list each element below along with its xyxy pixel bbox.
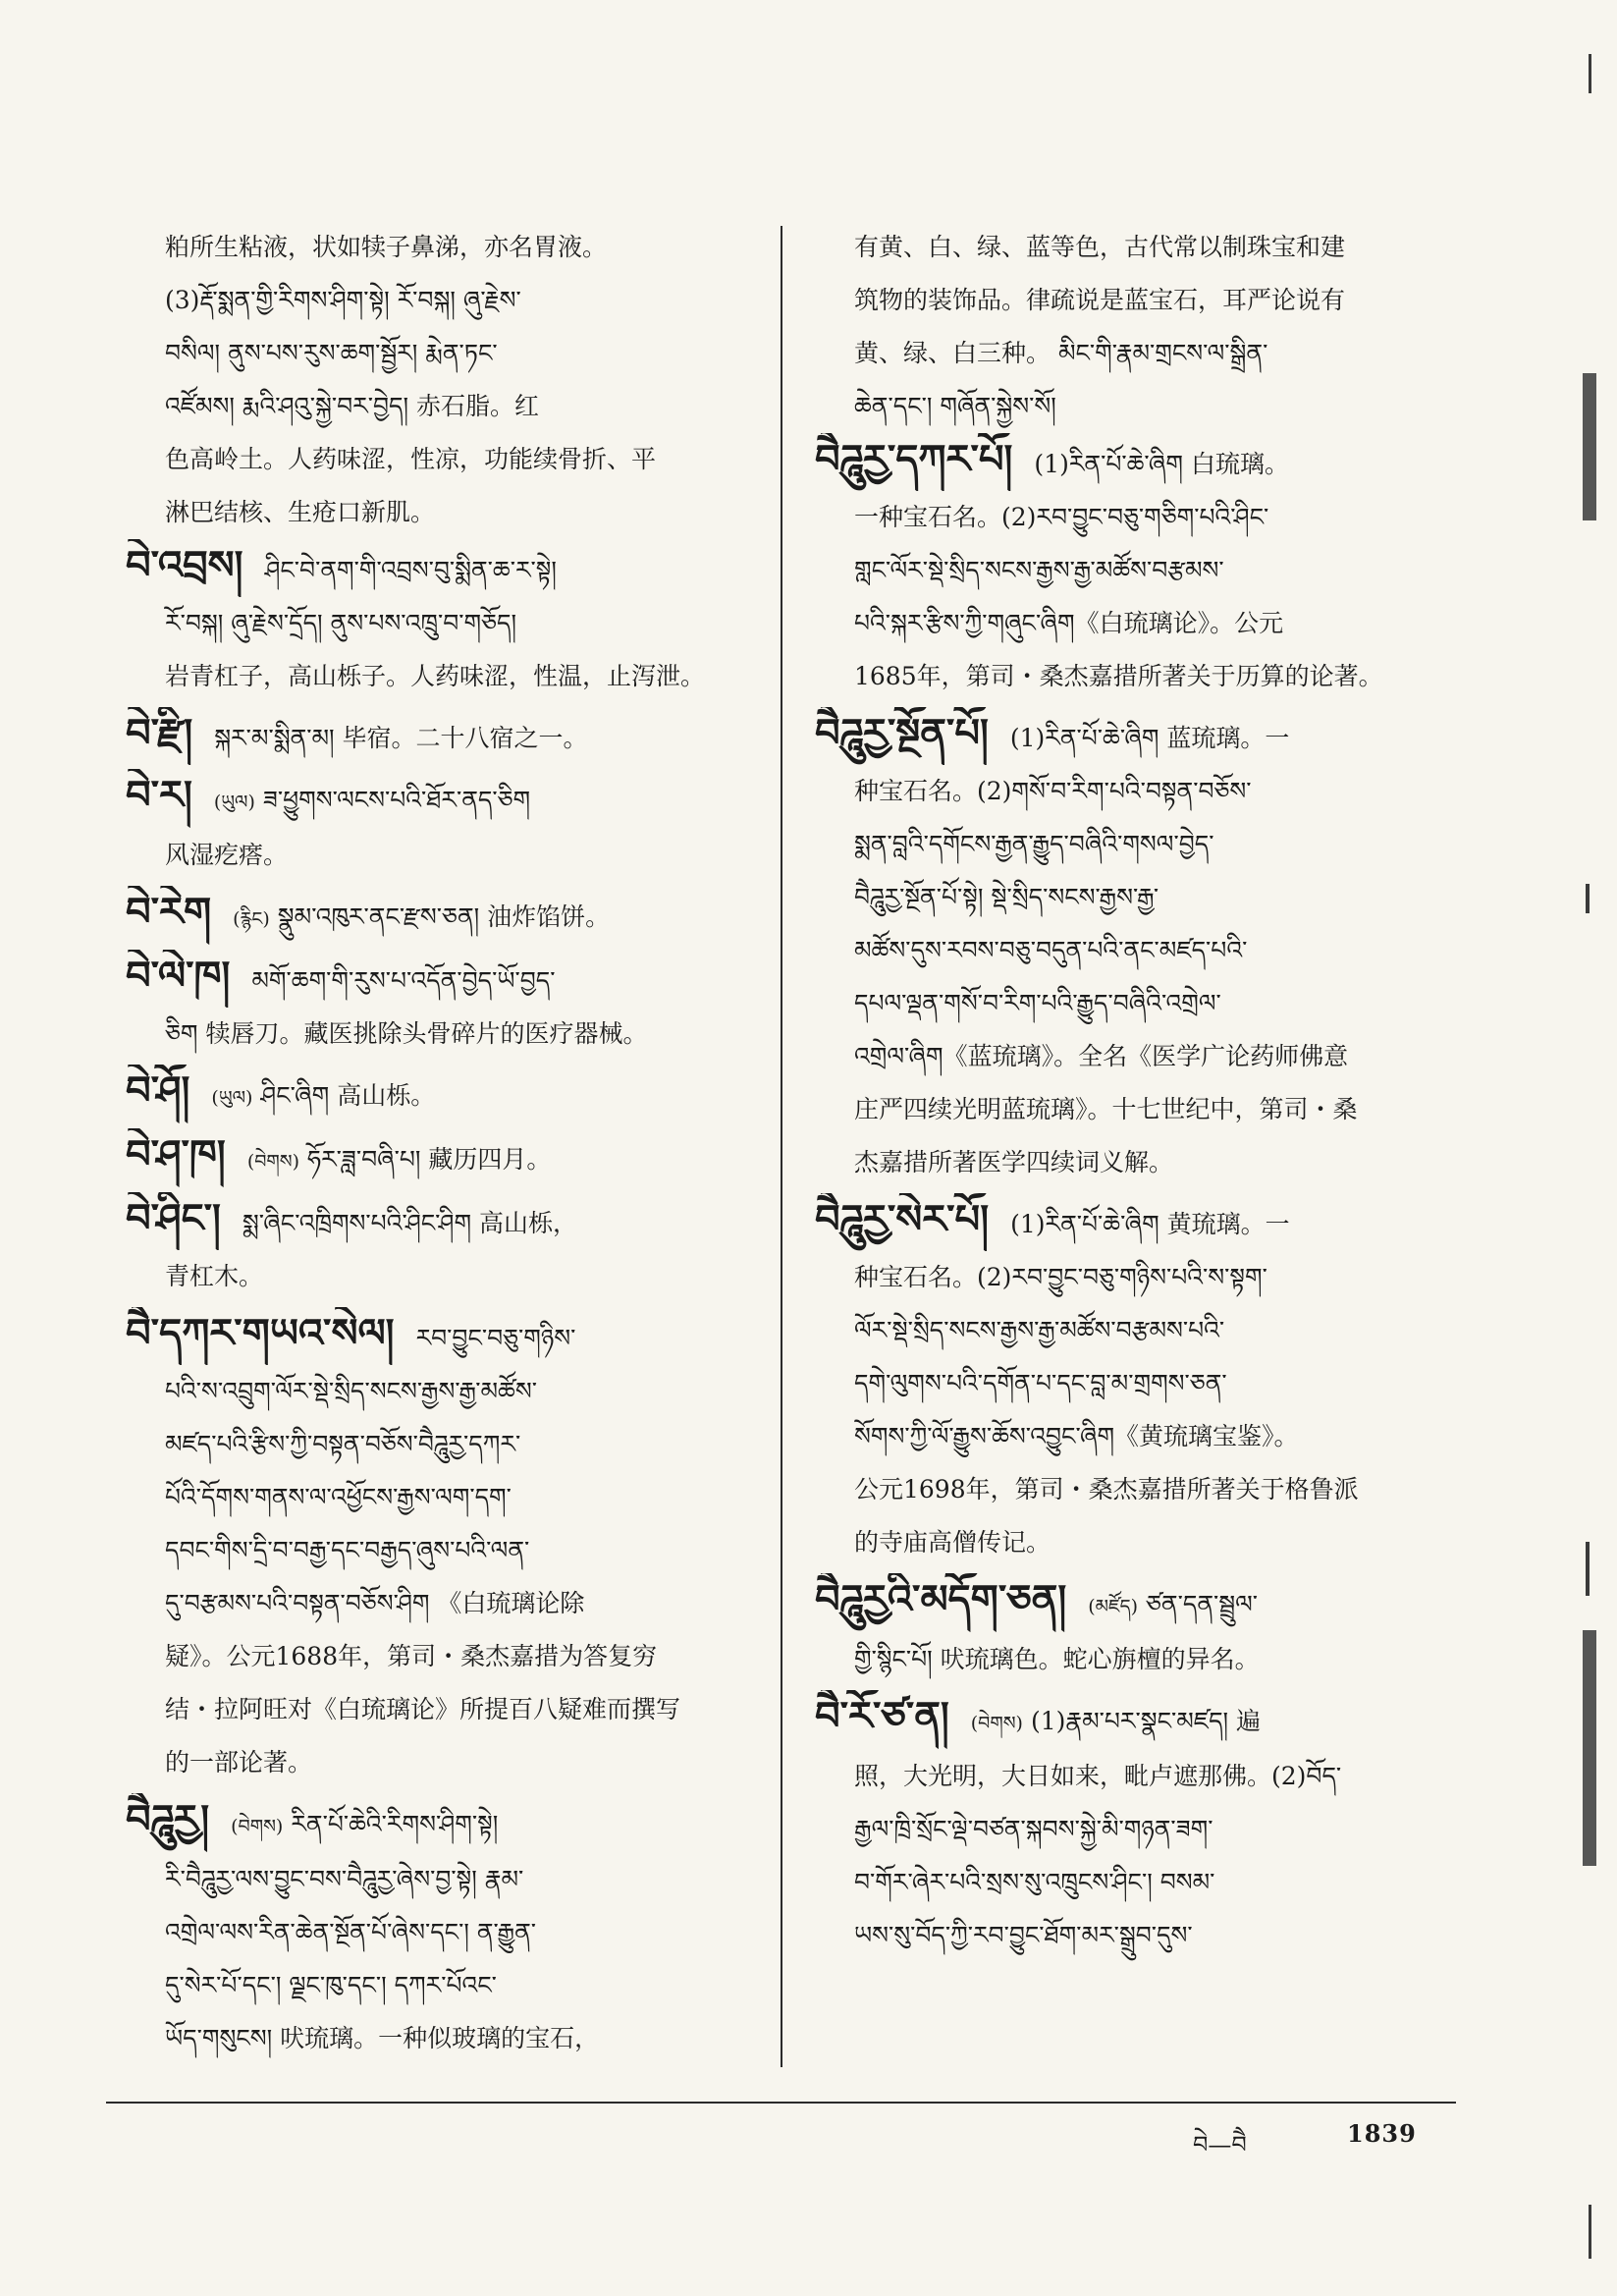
- right-continuation: [815, 221, 1443, 433]
- text-line: བཻཌཱུརྱ་སྔོན་པོ་སྟེ། སྡེ་སྲིད་སངས་རྒྱས་རྒྱ་: [854, 883, 1159, 911]
- scan-edge-mark: [1589, 2205, 1591, 2259]
- definition-text: (1)རིན་པོ་ཆེ་ཞིག 蓝琉璃。一: [1009, 724, 1290, 752]
- dictionary-entry: [126, 1793, 774, 2065]
- text-line: (3)རྡོ་སྨན་གྱི་རིགས་ཤིག་སྟེ། རོ་བསྐ། ཞུ་རྗེས་: [165, 286, 521, 314]
- text-line: དུ་སེར་པོ་དང་། ལྗང་ཁུ་དང་། དཀར་པོའང་: [165, 1971, 497, 1999]
- definition-text: སྣུམ་འཁུར་ནང་རྫས་ཅན། 油炸馅饼。: [277, 902, 611, 931]
- definition-text: སྐར་མ་སྨིན་མ། 毕宿。二十八宿之一。: [214, 724, 588, 752]
- text-line: མཛད་པའི་རྩིས་ཀྱི་བསྟན་བཅོས་བཻཌཱུརྱ་དཀར་: [165, 1430, 521, 1458]
- footer-rule: [106, 2102, 1456, 2104]
- text-line: 黄、绿、白三种。 མིང་གི་རྣམ་གྲངས་ལ་སྒྲིན་: [854, 339, 1268, 367]
- dictionary-entry: [126, 1192, 774, 1303]
- text-line: རོ་བསྐ། ཞུ་རྗེས་དྲོད། ནུས་པས་འཁྲུ་བ་གཅོད།: [165, 609, 517, 637]
- text-line: 公元1698年，第司・桑杰嘉措所著关于格鲁派: [854, 1475, 1359, 1503]
- text-line: སྨན་བླའི་དགོངས་རྒྱན་རྒྱུད་བཞིའི་གསལ་བྱེད་: [854, 830, 1214, 858]
- text-line: 的一部论著。: [165, 1748, 313, 1777]
- definition-text: (1)རྣམ་པར་སྣང་མཛད། 遍: [1030, 1707, 1262, 1735]
- text-line: རི་བཻཌཱུརྱ་ལས་བྱུང་བས་བཻཌཱུརྱ་ཞེས་བྱ་སྟེ། རྣམ་: [165, 1865, 524, 1893]
- definition-text: རིན་པོ་ཆེའི་རིགས་ཤིག་སྟེ།: [291, 1810, 499, 1838]
- text-line: ཆེན་དང་། གཞོན་སྐྱེས་སོ།: [854, 392, 1056, 420]
- dictionary-entry: [126, 1307, 774, 1789]
- text-line: དུ་བརྩམས་པའི་བསྟན་བཅོས་ཤིག 《白琉璃论除: [165, 1589, 585, 1617]
- dictionary-entry: [126, 769, 774, 882]
- definition-text: སྨ་ཞིང་འཁྲིགས་པའི་ཤིང་ཤིག 高山栎，: [242, 1209, 578, 1237]
- text-line: དགེ་ལུགས་པའི་དགོན་པ་དང་བླ་མ་གྲགས་ཅན་: [854, 1369, 1227, 1397]
- usage-tag: (ཡུལ): [211, 1087, 253, 1109]
- text-line: 种宝石名。(2)རབ་བྱུང་བཅུ་གཉིས་པའི་ས་སྟག་: [854, 1263, 1267, 1291]
- headword: བེ་ར།: [126, 772, 192, 818]
- text-line: 色高岭土。人药味涩，性凉，功能续骨折、平: [165, 445, 657, 473]
- text-line: འགྲེལ་ཞིག《蓝琉璃》。全名《医学广论药师佛意: [854, 1042, 1349, 1070]
- definition-text: ཙན་དན་སྦྲུལ་: [1146, 1590, 1259, 1618]
- dictionary-entry: [815, 707, 1443, 1189]
- usage-tag: (མཛོད): [1088, 1596, 1139, 1617]
- text-line: 筑物的装饰品。律疏说是蓝宝石，耳严论说有: [854, 286, 1346, 314]
- text-line: དཔལ་ལྡན་གསོ་བ་རིག་པའི་རྒྱུད་བཞིའི་འགྲེལ་: [854, 989, 1221, 1017]
- text-line: འགྲེལ་ལས་རིན་ཆེན་སྔོན་པོ་ཞེས་དང་། ན་རྒྱུན་: [165, 1918, 537, 1946]
- dictionary-entry: [126, 707, 774, 765]
- text-line: པའི་ས་འབྲུག་ལོར་སྡེ་སྲིད་སངས་རྒྱས་རྒྱ་མཚོས་: [165, 1377, 537, 1405]
- headword: བཻ་དཀར་གཡའ་སེལ།: [126, 1310, 395, 1356]
- headword: བེ་རྫི།: [126, 710, 193, 756]
- scan-edge-mark: [1589, 54, 1591, 93]
- usage-tag: (བེགས): [246, 1151, 300, 1173]
- text-line: 淋巴结核、生疮口新肌。: [165, 498, 436, 526]
- text-line: བ་གོར་ཞེར་པའི་སྲས་སུ་འཁྲུངས་ཤིང་། བསམ་: [854, 1868, 1215, 1896]
- text-line: 庄严四续光明蓝琉璃》。十七世纪中，第司・桑: [854, 1095, 1358, 1123]
- right-column: [815, 221, 1443, 1966]
- text-line: 青杠木。: [165, 1262, 264, 1290]
- dictionary-entry: [815, 1573, 1443, 1686]
- usage-tag: (རྙིང): [233, 908, 270, 930]
- text-line: མཚོས་དུས་རབས་བཅུ་བདུན་པའི་ནང་མཛད་པའི་: [854, 936, 1248, 964]
- dictionary-entry: [126, 886, 774, 946]
- headword: བེ་ལེ་ཁ།: [126, 953, 231, 999]
- text-line: 1685年，第司・桑杰嘉措所著关于历算的论著。: [854, 662, 1383, 690]
- dictionary-entry: [126, 539, 774, 703]
- text-line: པོའི་དོགས་གནས་ལ་འཕྱོངས་རྒྱས་ལག་དག་: [165, 1483, 512, 1511]
- scan-edge-mark: [1586, 1542, 1590, 1596]
- left-column: [126, 221, 774, 2069]
- headword: བེ་ཤ་ཁ།: [126, 1131, 226, 1177]
- headword: བེ་ཤིང་།: [126, 1195, 221, 1241]
- usage-tag: (བེགས): [970, 1713, 1023, 1734]
- text-line: དབང་གིས་དྲི་བ་བརྒྱ་དང་བརྒྱད་ཞུས་པའི་ལན་: [165, 1536, 530, 1564]
- left-continuation: [126, 221, 774, 539]
- definition-text: ཤིང་ཞིག 高山栎。: [260, 1081, 436, 1110]
- headword: བེ་ཤོ།: [126, 1067, 190, 1114]
- page-number: 1839: [1347, 2119, 1417, 2148]
- text-line: 疑》。公元1688年，第司・桑杰嘉措为答复穷: [165, 1642, 658, 1670]
- text-line: གྱི་སྙིང་པོ། 吠琉璃色。蛇心旃檀的异名。: [854, 1645, 1260, 1673]
- dictionary-entry: [815, 1690, 1443, 1962]
- page-range: བེ—བཻ: [1193, 2131, 1247, 2159]
- text-line: 岩青杠子，高山栎子。人药味涩，性温，止泻泄。: [165, 662, 706, 690]
- text-line: སོགས་ཀྱི་ལོ་རྒྱུས་ཆོས་འབྱུང་ཞིག《黄琉璃宝鉴》。: [854, 1422, 1299, 1450]
- usage-tag: (བེགས): [231, 1816, 284, 1837]
- headword: བཻཌཱུརྱ་སེར་པོ།: [815, 1196, 990, 1242]
- column-divider: [781, 226, 782, 2067]
- text-line: ཅིག 犊唇刀。藏医挑除头骨碎片的医疗器械。: [165, 1019, 648, 1048]
- dictionary-entry: [126, 1128, 774, 1188]
- text-line: 种宝石名。(2)གསོ་བ་རིག་པའི་བསྟན་བཅོས་: [854, 777, 1252, 805]
- text-line: ཡས་སུ་བོད་ཀྱི་རབ་བྱུང་ཐོག་མར་སྒྲུབ་དུས་: [854, 1921, 1193, 1949]
- headword: བཻཌཱུརྱ།: [126, 1796, 210, 1842]
- text-line: བསིལ། ནུས་པས་རུས་ཆག་སྦྱོར། རྨེན་ཏང་: [165, 339, 498, 367]
- definition-text: ཤིང་བེ་ནག་གི་འབྲས་བུ་སྨིན་ཆ་ར་སྟེ།: [264, 556, 557, 584]
- definition-text: ཧོར་ཟླ་བཞི་པ། 藏历四月。: [307, 1145, 552, 1174]
- scan-edge-mark: [1586, 884, 1590, 913]
- definition-text: མགོ་ཆག་གི་རུས་པ་འདོན་བྱེད་ཡོ་བྱད་: [251, 966, 556, 995]
- text-line: ཡོད་གསུངས། 吠琉璃。一种似玻璃的宝石，: [165, 2024, 600, 2052]
- text-line: 的寺庙高僧传记。: [854, 1528, 1051, 1557]
- text-line: པའི་སྐར་རྩིས་ཀྱི་གཞུང་ཞིག《白琉璃论》。公元: [854, 609, 1284, 637]
- text-line: 照，大光明，大日如来，毗卢遮那佛。(2)བོད་: [854, 1762, 1342, 1790]
- text-line: 有黄、白、绿、蓝等色，古代常以制珠宝和建: [854, 233, 1346, 261]
- dictionary-entry: [815, 1193, 1443, 1569]
- headword: བཻ་རོ་ཙ་ན།: [815, 1693, 949, 1739]
- definition-text: ཟ་ཕྱུགས་ལངས་པའི་ཐོར་ནད་ཅིག: [262, 786, 531, 814]
- text-line: རྒྱལ་ཁྲི་སྲོང་ལྡེ་བཙན་སྐབས་སྐྱེ་མི་གཉན་ཟག་: [854, 1815, 1213, 1843]
- text-line: གླང་ལོར་སྡེ་སྲིད་སངས་རྒྱས་རྒྱ་མཚོས་བརྩམས་: [854, 556, 1224, 584]
- definition-text: (1)རིན་པོ་ཆེ་ཞིག 黄琉璃。一: [1010, 1210, 1290, 1238]
- usage-tag: (ཡུལ): [213, 792, 255, 813]
- text-line: 一种宝石名。(2)རབ་བྱུང་བཅུ་གཅིག་པའི་ཤིང་: [854, 503, 1269, 531]
- dictionary-entry: [126, 1065, 774, 1124]
- text-line: འཛོམས། རྨའི་ཤའུ་སྐྱེ་བར་བྱེད། 赤石脂。红: [165, 392, 539, 420]
- text-line: 结・拉阿旺对《白琉璃论》所提百八疑难而撰写: [165, 1695, 681, 1723]
- headword: བཻཌཱུརྱའི་མདོག་ཅན།: [815, 1576, 1067, 1622]
- scan-edge-mark: [1583, 1630, 1596, 1866]
- scan-edge-mark: [1583, 373, 1596, 520]
- text-line: 粕所生粘液，状如犊子鼻涕，亦名胃液。: [165, 233, 608, 261]
- headword: བེ་རེག: [126, 889, 212, 935]
- dictionary-entry: [815, 433, 1443, 703]
- definition-text: རབ་བྱུང་བཅུ་གཉིས་: [415, 1324, 576, 1352]
- headword: བཻཌཱུརྱ་སྔོན་པོ།: [815, 710, 989, 756]
- definition-text: (1)རིན་པོ་ཆེ་ཞིག 白琉璃。: [1034, 450, 1289, 478]
- headword: བེ་འབྲས།: [126, 542, 243, 588]
- dictionary-entry: [126, 950, 774, 1061]
- text-line: 杰嘉措所著医学四续词义解。: [854, 1148, 1174, 1176]
- headword: བཻཌཱུརྱ་དཀར་པོ།: [815, 436, 1013, 482]
- text-line: ལོར་སྡེ་སྲིད་སངས་རྒྱས་རྒྱ་མཚོས་བརྩམས་པའི་: [854, 1316, 1225, 1344]
- text-line: 风湿疙瘩。: [165, 841, 289, 869]
